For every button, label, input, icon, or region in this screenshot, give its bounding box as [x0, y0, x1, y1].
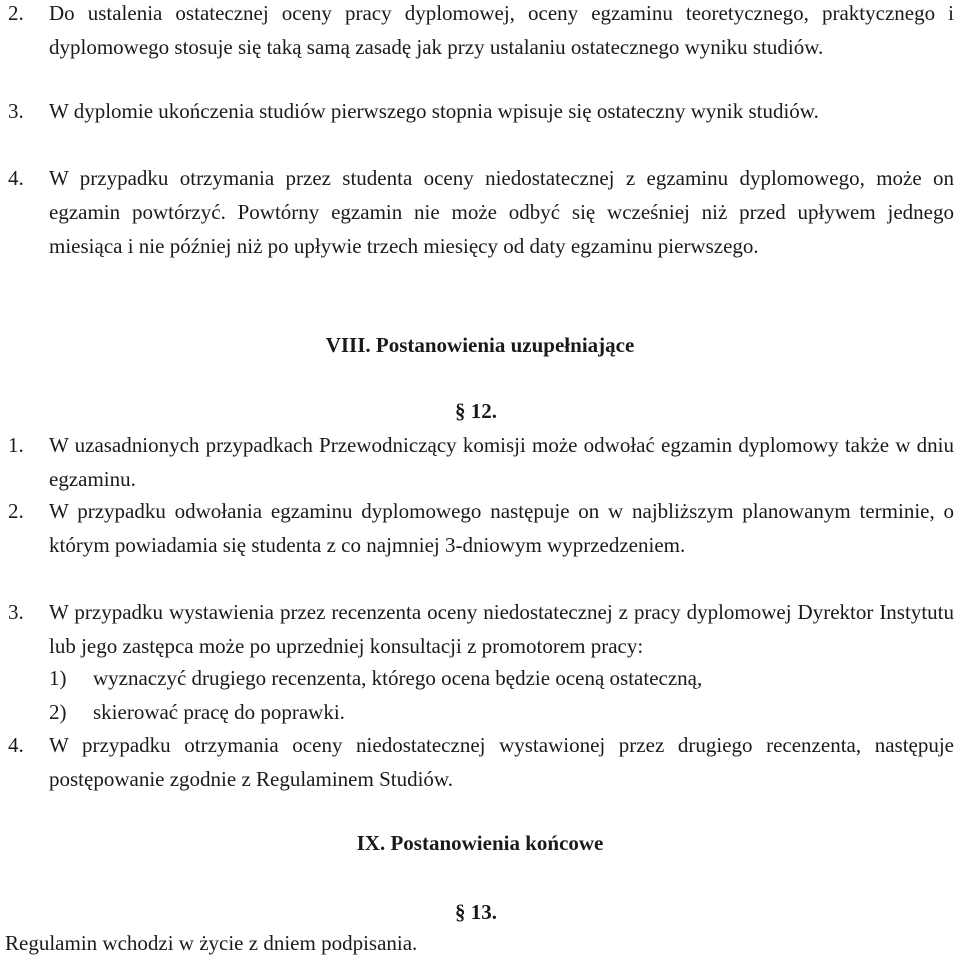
item-text: W przypadku odwołania egzaminu dyplomowego następuje on w najbliższym planowanym terminie, o którym powiadamia się studenta z co najmniej 3-dniowym wyprzedzeniem.: [49, 499, 954, 557]
item-number: 2.: [8, 499, 24, 523]
item-text: Do ustalenia ostatecznej oceny pracy dyplomowej, oceny egzaminu teoretycznego, praktycznego i dyplomowego stosuje się taką samą zasadę jak przy ustalaniu ostatecznego wyniku studiów.: [49, 1, 954, 59]
item-number: 4.: [8, 733, 24, 757]
list-item: [8, 595, 954, 663]
item-number: 3.: [8, 600, 24, 624]
sub-item-text: wyznaczyć drugiego recenzenta, którego ocena będzie oceną ostateczną,: [93, 666, 703, 690]
section-heading: VIII. Postanowienia uzupełniające: [325, 333, 635, 357]
list-item: [8, 94, 954, 128]
sub-item-number: 1): [49, 666, 67, 690]
list-item: [8, 494, 954, 562]
item-number: 4.: [8, 166, 24, 190]
sub-list-item: [49, 695, 954, 729]
item-text: W dyplomie ukończenia studiów pierwszego stopnia wpisuje się ostateczny wynik studiów.: [49, 99, 819, 123]
section-heading: IX. Postanowienia końcowe: [356, 831, 604, 855]
item-number: 3.: [8, 99, 24, 123]
item-number: 2.: [8, 1, 24, 25]
list-item: [8, 428, 954, 496]
sub-item-text: skierować pracę do poprawki.: [93, 700, 345, 724]
item-text: W przypadku otrzymania oceny niedostatecznej wystawionej przez drugiego recenzenta, następuje postępowanie zgodnie z Regulaminem Studiów.: [49, 733, 954, 791]
item-text: W uzasadnionych przypadkach Przewodniczący komisji może odwołać egzamin dyplomowy także w dniu egzaminu.: [49, 433, 954, 491]
paragraph-number: § 12.: [455, 399, 497, 423]
paragraph-number: § 13.: [455, 900, 497, 924]
item-text: W przypadku otrzymania przez studenta oceny niedostatecznej z egzaminu dyplomowego, może on egzamin powtórzyć. Powtórny egzamin nie może odbyć się wcześniej niż przed upływem jednego miesiąca i nie później niż po upływie trzech miesięcy od daty egzaminu pierwszego.: [49, 166, 954, 258]
sub-item-number: 2): [49, 700, 67, 724]
list-item: [8, 161, 954, 263]
list-item: [8, 0, 954, 64]
list-item: [8, 728, 954, 796]
item-number: 1.: [8, 433, 24, 457]
sub-list-item: [49, 661, 954, 695]
item-text: W przypadku wystawienia przez recenzenta oceny niedostatecznej z pracy dyplomowej Dyrektor Instytutu lub jego zastępca może po uprzedniej konsultacji z promotorem pracy:: [49, 600, 954, 658]
closing-text: Regulamin wchodzi w życie z dniem podpisania.: [5, 931, 418, 955]
